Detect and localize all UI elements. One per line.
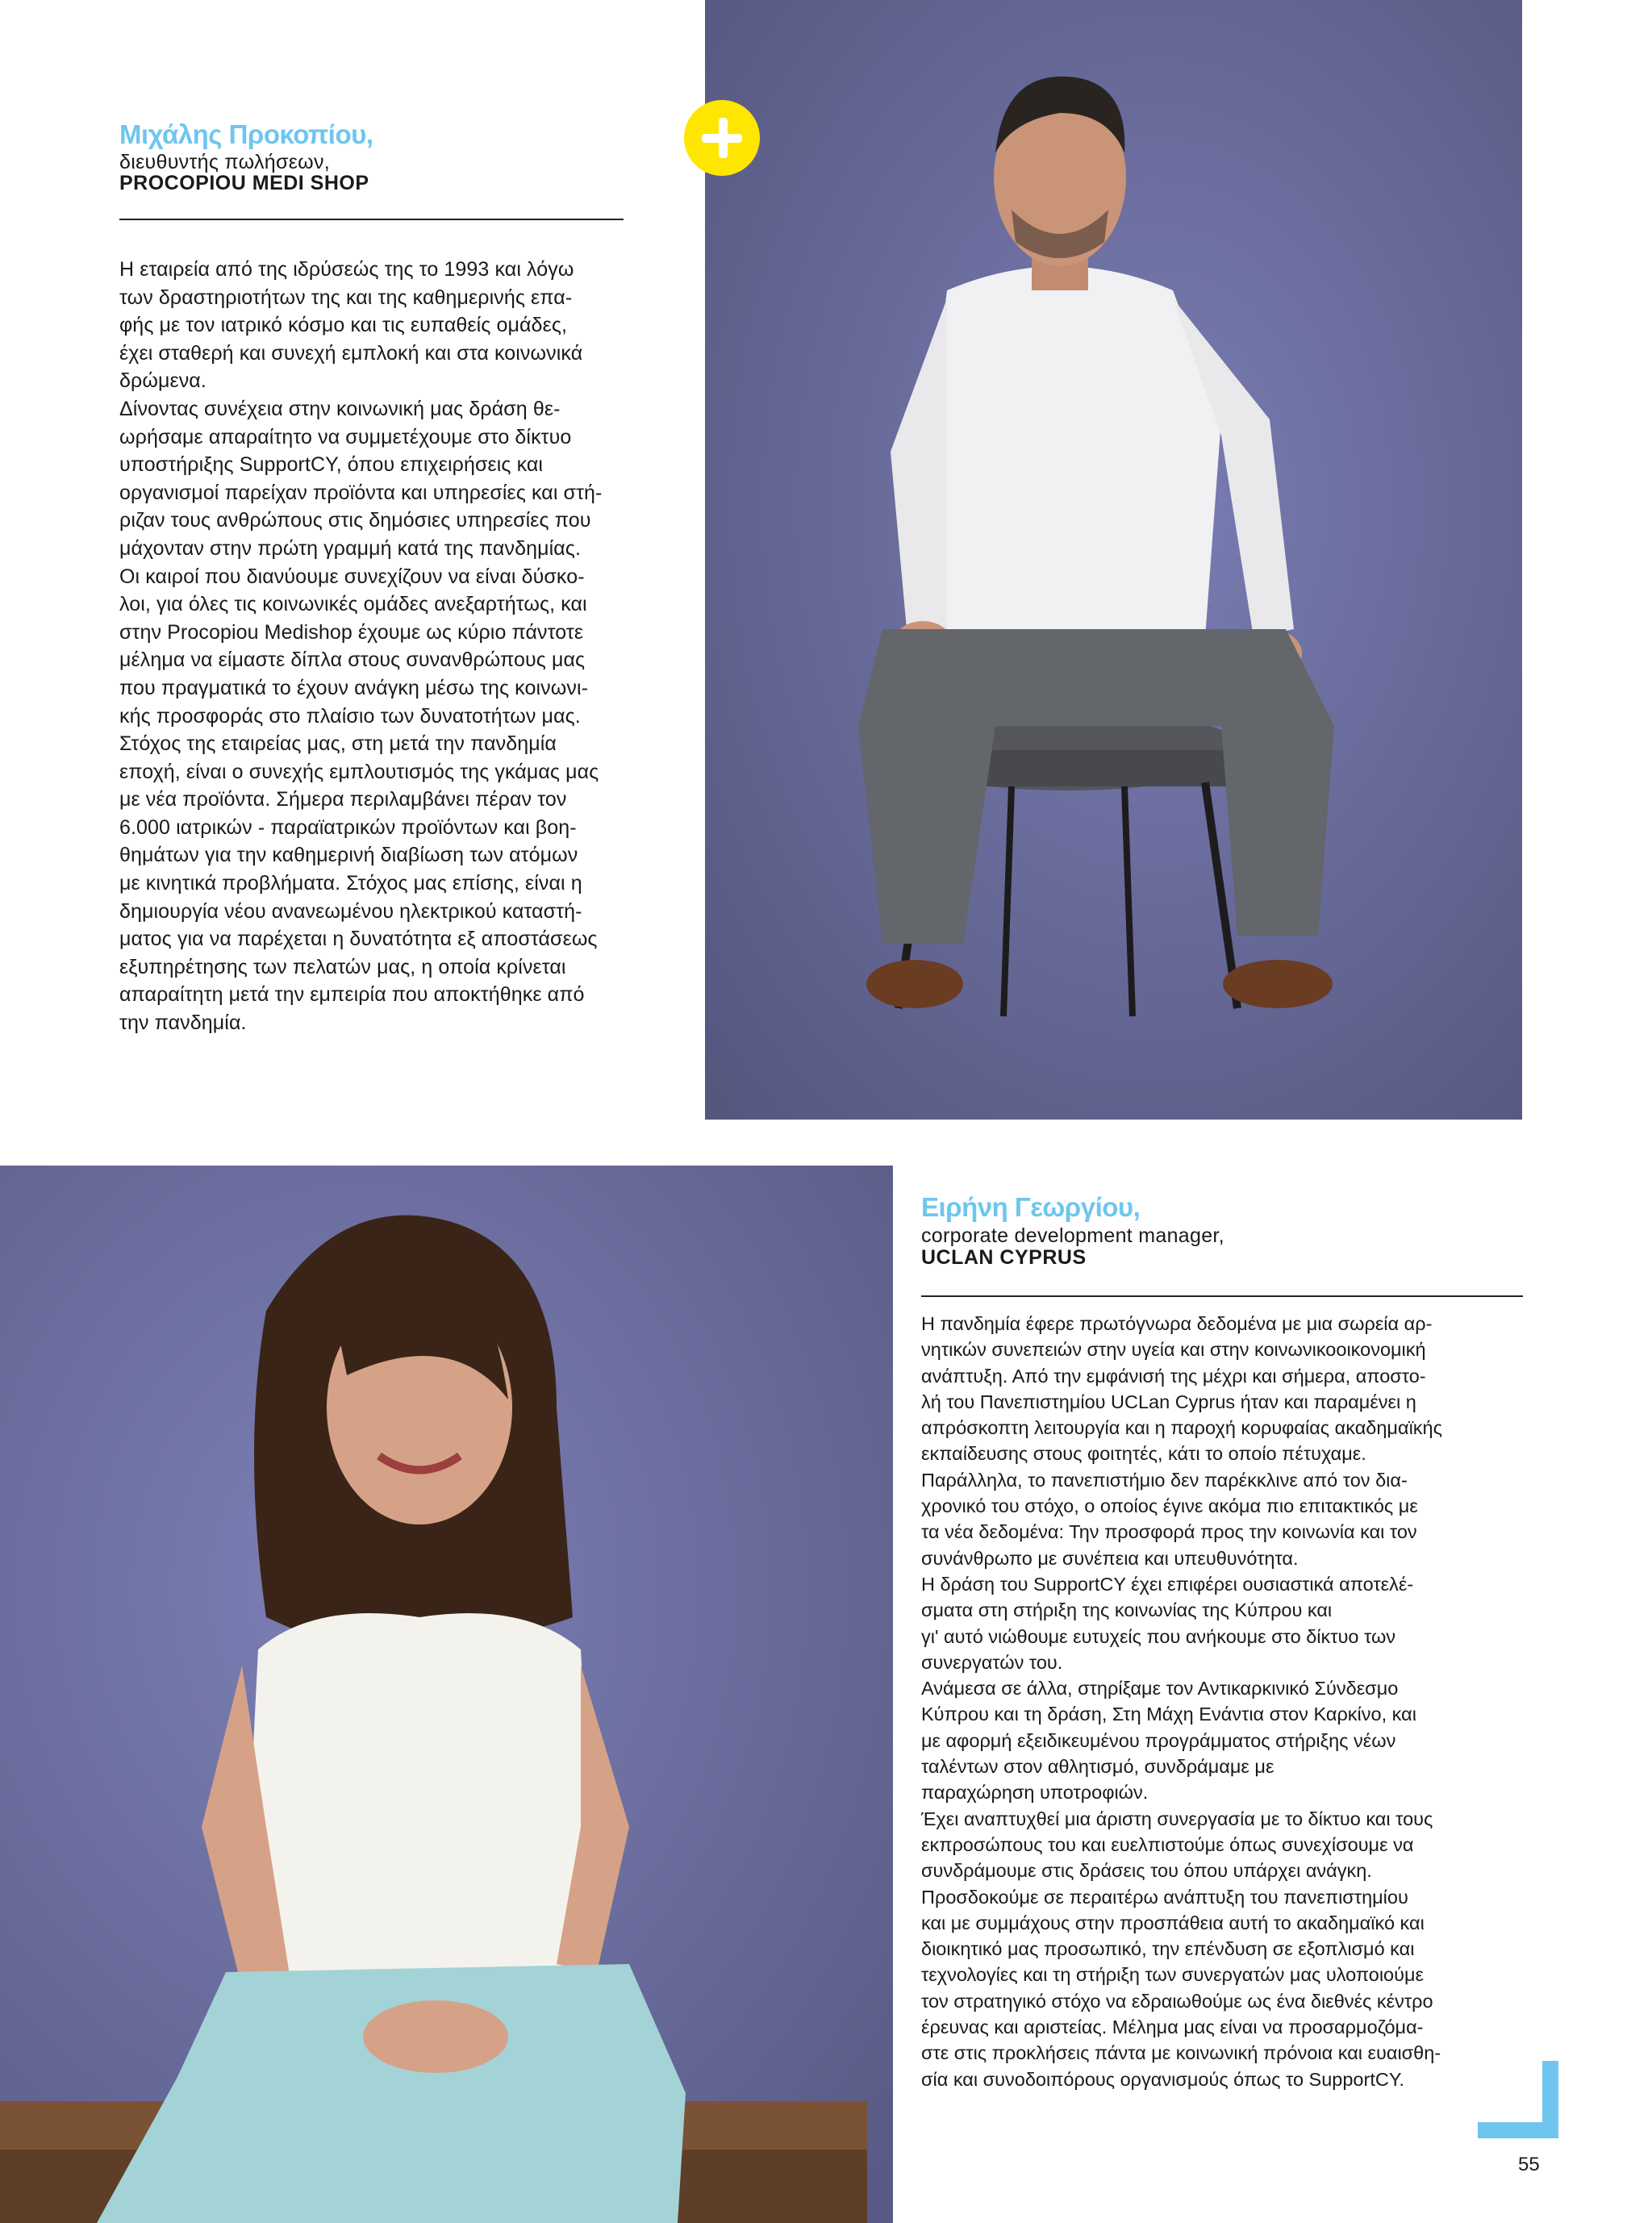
profile1-divider xyxy=(119,219,624,220)
profile2-role: corporate development manager, xyxy=(921,1224,1224,1247)
corner-accent-horizontal xyxy=(1478,2122,1558,2138)
profile2-body: Η πανδημία έφερε πρωτόγνωρα δεδομένα με μια σωρεία αρ- νητικών συνεπειών στην υγεία και στην κοινωνικοοικονομική ανάπτυξη. Από την εμφάνισή της μέχρι και σήμερα, αποστο- λή του Πανεπιστημίου UCLan Cyprus ήταν και παραμένει η απρόσκοπτη λειτουργία και η παροχή κορυφαίας ακαδημαϊκής εκπαίδευσης στους φοιτητές, κάτι το οποίο πέτυχαμε. Παράλληλα, το πανεπιστήμιο δεν παρέκκλινε από τον δια- χρονικό του στόχο, ο οποίος έγινε ακόμα πιο επιτακτικός με τα νέα δεδομένα: Την προσφορά προς την κοινωνία και τον συνάνθρωπο με συνέπεια και υπευθυνότητα. Η δράση του SupportCY έχει επιφέρει ουσιαστικά αποτελέ- σματα στη στήριξη της κοινωνίας της Κύπρου και γι' αυτό νιώθουμε ευτυχείς που ανήκουμε στο δίκτυο των συνεργατών του. Ανάμεσα σε άλλα, στηρίξαμε τον Αντικαρκινικό Σύνδεσμο Κύπρου και τη δράση, Στη Μάχη Ενάντια στον Καρκίνο, και με αφορμή εξειδικευμένου προγράμματος στήριξης νέων ταλέντων στον αθλητισμό, συνδράμαμε με παραχώρηση υποτροφιών. Έχει αναπτυχθεί μια άριστη συνεργασία με το δίκτυο και τους εκπροσώπους του και ευελπιστούμε όπως συνεχίσουμε να συνδράμουμε στις δράσεις του όπου υπάρχει ανάγκη. Προσδοκούμε σε περαιτέρω ανάπτυξη του πανεπιστημίου και με συμμάχους στην προσπάθεια αυτή το ακαδημαϊκό και διοικητικό μας προσωπικό, την επένδυση σε εξοπλισμό και τεχνολογίες και τη στήριξη των συνεργατών μας υλοποιούμε τον στρατηγικό στόχο να εδραιωθούμε ως ένα διεθνές κέντρο έρευνας και αριστείας. Μέλημα μας είναι να προσαρμοζόμα- στε στις προκλήσεις πάντα με κοινωνική πρόνοια και ευαισθη- σία και συνοδοιπόρους οργανισμούς όπως το SupportCY. xyxy=(921,1313,1442,2090)
profile2-photo xyxy=(0,1166,893,2223)
profile1-name: Μιχάλης Προκοπίου, xyxy=(119,119,373,149)
profile1-body: Η εταιρεία από της ιδρύσεώς της το 1993 και λόγω των δραστηριοτήτων της και της καθημερινής επα- φής με τον ιατρικό κόσμο και τις ευπαθείς ομάδες, έχει σταθερή και συνεχή εμπλοκή και στα κοινωνικά δρώμενα. Δίνοντας συνέχεια στην κοινωνική μας δράση θε- ωρήσαμε απαραίτητο να συμμετέχουμε στο δίκτυο υποστήριξης SupportCY, όπου επιχειρήσεις και οργανισμοί παρείχαν προϊόντα και υπηρεσίες και στή- ριζαν τους ανθρώπους στις δημόσιες υπηρεσίες που μάχονταν στην πρώτη γραμμή κατά της πανδημίας. Οι καιροί που διανύουμε συνεχίζουν να είναι δύσκο- λοι, για όλες τις κοινωνικές ομάδες ανεξαρτήτως, και στην Procopiou Medishop έχουμε ως κύριο πάντοτε μέλημα να είμαστε δίπλα στους συνανθρώπους μας που πραγματικά το έχουν ανάγκη μέσω της κοινωνι- κής προσφοράς στο πλαίσιο των δυνατοτήτων μας. Στόχος της εταιρείας μας, στη μετά την πανδημία εποχή, είναι ο συνεχής εμπλουτισμός της γκάμας μας με νέα προϊόντα. Σήμερα περιλαμβάνει πέραν τον 6.000 ιατρικών - παραϊατρικών προϊόντων και βοη- θημάτων για την καθημερινή διαβίωση των ατόμων με κινητικά προβλήματα. Στόχος μας επίσης, είναι η δημιουργία νέου ανανεωμένου ηλεκτρικού καταστή- ματος για να παρέχεται η δυνατότητα εξ αποστάσεως εξυπηρέτησης των πελατών μας, η οποία κρίνεται απαραίτητη μετά την εμπειρία που αποκτήθηκε από την πανδημία. xyxy=(119,258,603,1035)
profile2-divider xyxy=(921,1295,1523,1297)
page-number: 55 xyxy=(1518,2154,1540,2175)
profile2-name: Ειρήνη Γεωργίου, xyxy=(921,1192,1141,1222)
plus-icon xyxy=(684,100,760,176)
profile2-company: UCLAN CYPRUS xyxy=(921,1246,1087,1269)
profile1-company: PROCOPIOU MEDI SHOP xyxy=(119,172,369,194)
profile1-photo xyxy=(705,0,1522,1120)
profile1-role: διευθυντής πωλήσεων, xyxy=(119,151,331,173)
